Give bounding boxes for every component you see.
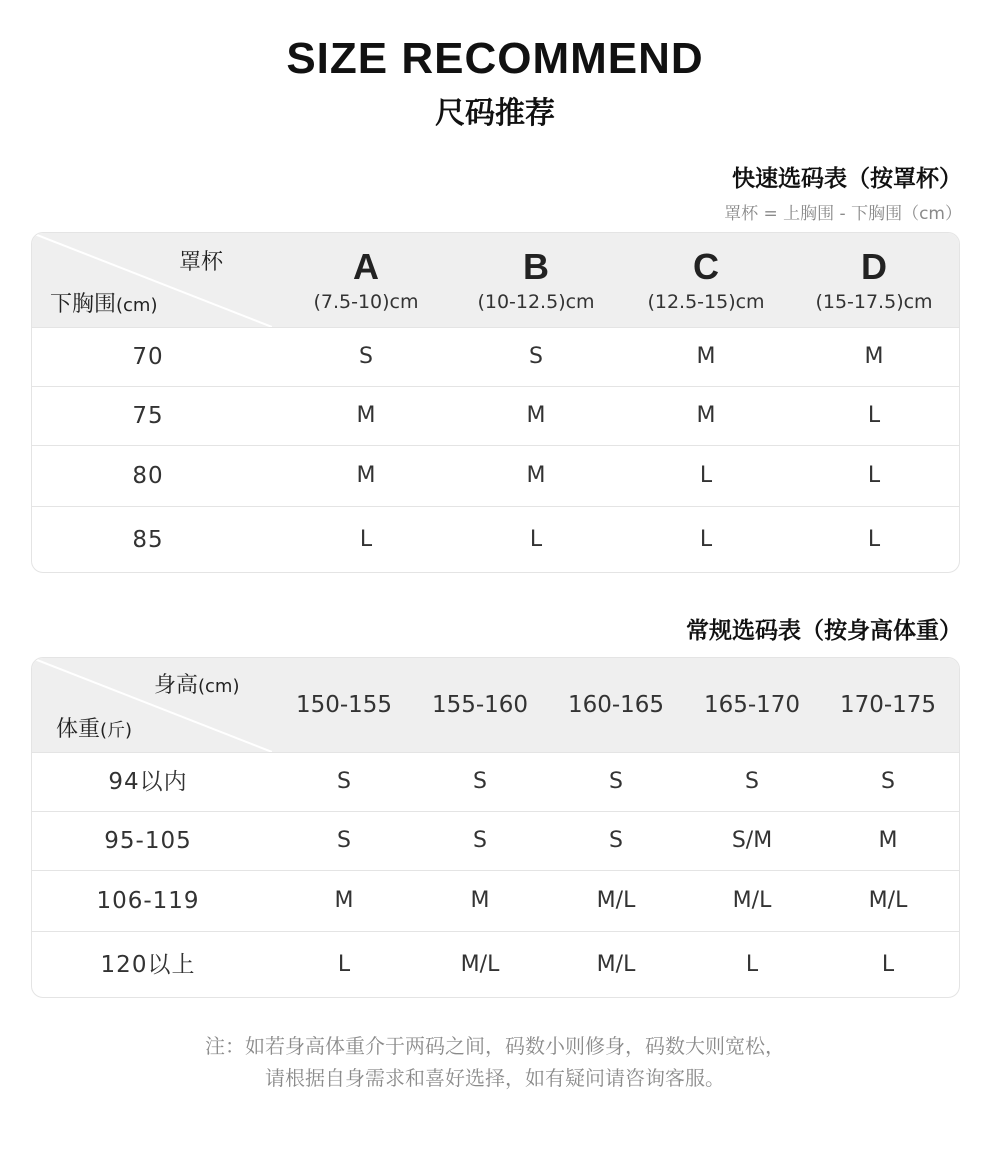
cup-table-title: 快速选码表（按罩杯）: [732, 166, 962, 192]
cup-letter: B: [523, 246, 549, 287]
size-cell: S/M: [731, 828, 773, 853]
cup-letter: A: [353, 246, 379, 287]
col-header-d: [789, 247, 959, 315]
footer-note-line2: 请根据自身需求和喜好选择，如有疑问请咨询客服。: [265, 1066, 725, 1090]
size-cell: M: [470, 888, 490, 913]
size-cell: S: [609, 828, 623, 853]
size-cell: L: [699, 527, 713, 552]
size-cell: L: [529, 527, 543, 552]
corner-label-underbust: 下胸围(cm): [50, 292, 158, 317]
height-table-header: [32, 658, 959, 752]
size-cell: S: [337, 828, 351, 853]
size-cell: L: [337, 952, 351, 977]
size-cell: S: [473, 769, 487, 794]
page-title: SIZE RECOMMEND: [286, 34, 704, 83]
col-header-height: 155-160: [431, 692, 529, 718]
size-cell: M/L: [596, 888, 636, 913]
size-cell: M: [356, 463, 376, 488]
cup-size-table: [31, 232, 960, 573]
size-cell: S: [359, 344, 373, 369]
row-label: 80: [132, 463, 164, 489]
size-cell: M: [526, 463, 546, 488]
size-cell: M: [334, 888, 354, 913]
footer-note-line1: 注：如若身高体重介于两码之间，码数小则修身，码数大则宽松，: [205, 1034, 785, 1058]
row-label: 75: [132, 403, 164, 429]
table-row: [32, 870, 959, 931]
cup-letter: C: [693, 246, 719, 287]
size-cell: L: [699, 463, 713, 488]
row-label: 120以上: [100, 952, 196, 978]
size-cell: L: [359, 527, 373, 552]
corner-label-cup: 罩杯: [179, 250, 224, 275]
row-label: 106-119: [96, 888, 200, 914]
row-label: 95-105: [104, 828, 192, 854]
cup-table-corner: [32, 233, 272, 327]
size-cell: L: [745, 952, 759, 977]
size-cell: S: [881, 769, 895, 794]
row-label: 85: [132, 527, 164, 553]
size-cell: M/L: [868, 888, 908, 913]
col-header-height: 160-165: [567, 692, 665, 718]
size-cell: S: [337, 769, 351, 794]
size-cell: M: [878, 828, 898, 853]
size-cell: S: [473, 828, 487, 853]
table-row: [32, 506, 959, 573]
size-cell: M: [696, 403, 716, 428]
row-label: 70: [132, 344, 164, 370]
size-cell: M/L: [732, 888, 772, 913]
size-cell: S: [745, 769, 759, 794]
table-row: [32, 386, 959, 445]
col-header-b: [451, 247, 621, 315]
corner-label-height: 身高(cm): [154, 673, 240, 698]
height-table-corner: [32, 658, 272, 752]
size-cell: S: [609, 769, 623, 794]
size-cell: M/L: [460, 952, 500, 977]
col-header-height: 165-170: [703, 692, 801, 718]
col-header-a: [281, 247, 451, 315]
size-cell: M: [526, 403, 546, 428]
table-row: [32, 811, 959, 870]
size-cell: S: [529, 344, 543, 369]
height-weight-table: [31, 657, 960, 998]
cup-letter: D: [861, 246, 887, 287]
size-cell: M: [696, 344, 716, 369]
row-label: 94以内: [108, 769, 188, 795]
size-cell: M/L: [596, 952, 636, 977]
cup-range: (15-17.5)cm: [815, 291, 933, 313]
size-cell: M: [864, 344, 884, 369]
table-row: [32, 752, 959, 811]
cup-range: (7.5-10)cm: [313, 291, 419, 313]
cup-range: (10-12.5)cm: [477, 291, 595, 313]
size-cell: M: [356, 403, 376, 428]
col-header-c: [621, 247, 791, 315]
size-cell: L: [881, 952, 895, 977]
size-cell: L: [867, 527, 881, 552]
col-header-height: 170-175: [839, 692, 937, 718]
height-table-title: 常规选码表（按身高体重）: [686, 618, 962, 644]
cup-table-header: [32, 233, 959, 327]
table-row: [32, 931, 959, 998]
col-header-height: 150-155: [295, 692, 393, 718]
table-row: [32, 445, 959, 506]
corner-label-weight: 体重(斤): [56, 717, 133, 742]
size-cell: L: [867, 403, 881, 428]
size-cell: L: [867, 463, 881, 488]
cup-range: (12.5-15)cm: [647, 291, 765, 313]
cup-table-note: 罩杯 = 上胸围 - 下胸围（cm）: [724, 204, 962, 224]
table-row: [32, 327, 959, 386]
page-subtitle: 尺码推荐: [435, 96, 555, 131]
